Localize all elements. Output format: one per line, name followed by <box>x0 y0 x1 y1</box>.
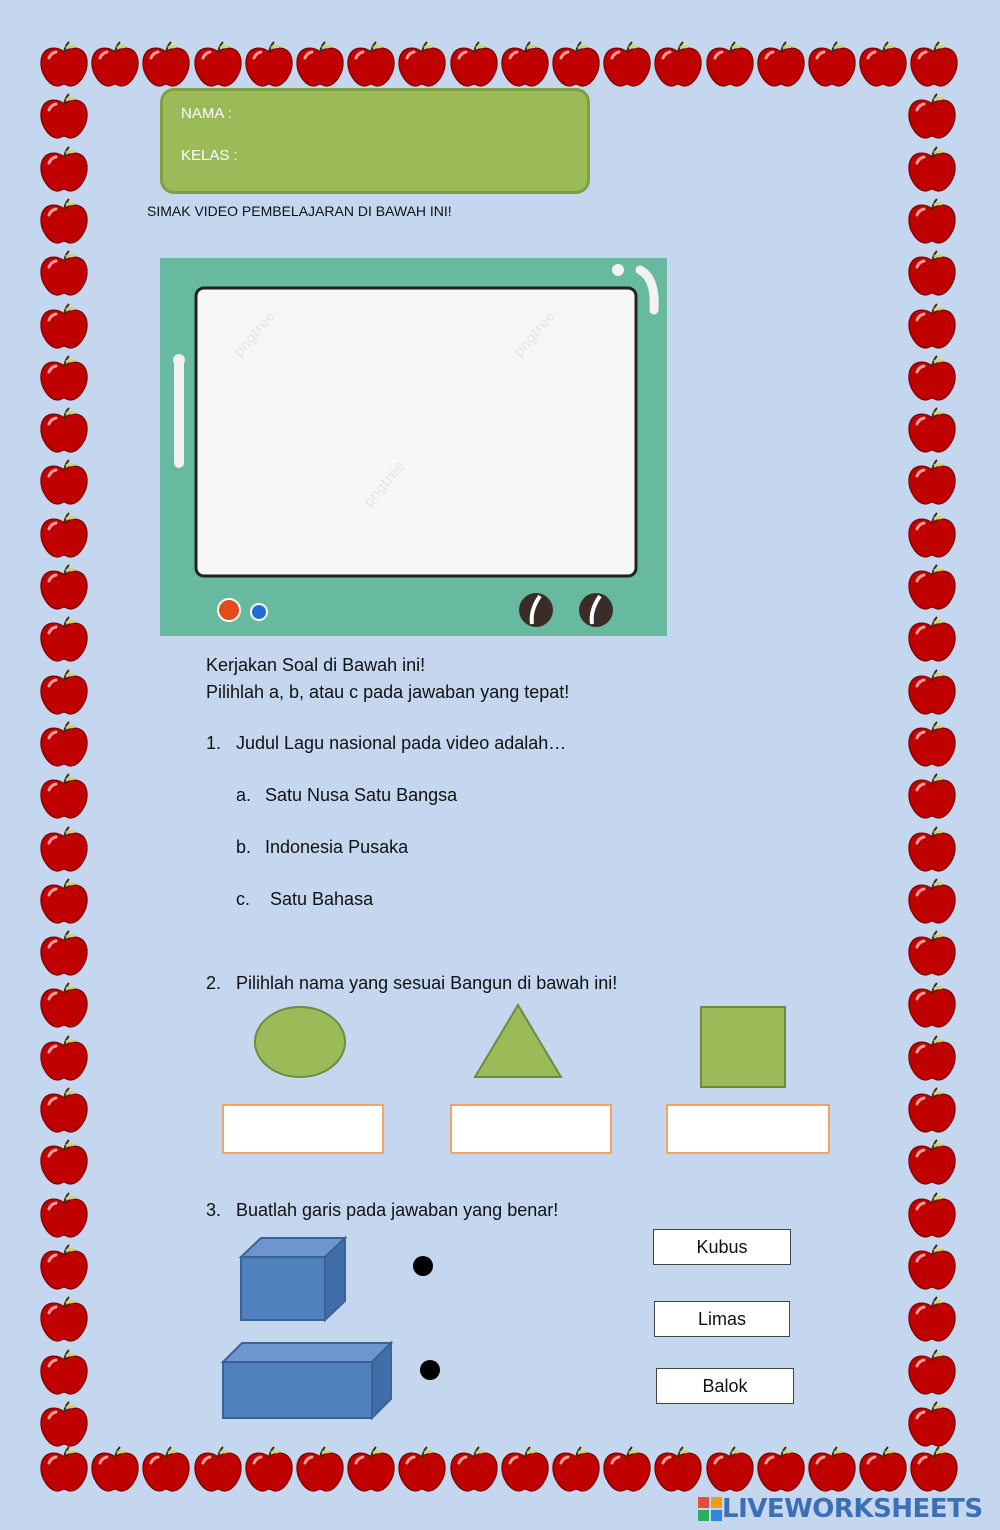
apple-icon <box>906 197 958 245</box>
apple-icon <box>38 145 90 193</box>
q1-option-b-letter: b. <box>236 837 252 857</box>
svg-text:pngtree: pngtree <box>230 308 279 361</box>
apple-icon <box>499 1445 551 1493</box>
apple-icon <box>38 1348 90 1396</box>
apple-icon <box>908 1445 960 1493</box>
apple-icon <box>704 40 756 88</box>
answer-input-ellipse[interactable] <box>222 1104 384 1154</box>
apple-icon <box>38 615 90 663</box>
video-instruction: SIMAK VIDEO PEMBELAJARAN DI BAWAH INI! <box>147 203 452 219</box>
apple-icon <box>906 1034 958 1082</box>
liveworksheets-logo-text: LIVEWORKSHEETS <box>722 1494 983 1524</box>
apple-icon <box>140 40 192 88</box>
apple-icon <box>906 1295 958 1343</box>
apple-icon <box>38 668 90 716</box>
apple-icon <box>38 1086 90 1134</box>
apple-icon <box>906 668 958 716</box>
apple-icon <box>38 40 90 88</box>
apple-icon <box>550 40 602 88</box>
q1-option-c[interactable]: Satu Bahasa <box>270 889 374 909</box>
apple-icon <box>906 145 958 193</box>
apple-icon <box>550 1445 602 1493</box>
apple-icon <box>38 825 90 873</box>
apple-icon <box>38 877 90 925</box>
square-icon <box>699 1005 787 1089</box>
apple-icon <box>906 825 958 873</box>
apple-icon <box>908 40 960 88</box>
name-class-box <box>160 88 590 194</box>
apple-icon <box>906 772 958 820</box>
apple-icon <box>906 720 958 768</box>
choice-balok[interactable]: Balok <box>656 1368 794 1404</box>
q2-number: 2. <box>206 973 222 993</box>
match-dot-cuboid[interactable] <box>420 1360 440 1380</box>
apple-icon <box>38 302 90 350</box>
q1-option-b[interactable]: Indonesia Pusaka <box>265 837 409 857</box>
apple-icon <box>906 1138 958 1186</box>
apple-icon <box>38 1445 90 1493</box>
apple-icon <box>38 1400 90 1448</box>
apple-icon <box>906 302 958 350</box>
q1-text: Judul Lagu nasional pada video adalah… <box>236 733 567 753</box>
apple-icon <box>38 354 90 402</box>
apple-icon <box>499 40 551 88</box>
apple-icon <box>38 92 90 140</box>
svg-text:pngtree: pngtree <box>510 308 559 361</box>
apple-icon <box>906 563 958 611</box>
apple-icon <box>906 92 958 140</box>
cuboid-icon <box>220 1340 395 1422</box>
answer-input-triangle[interactable] <box>450 1104 612 1154</box>
apple-icon <box>906 615 958 663</box>
apple-icon <box>192 40 244 88</box>
choice-kubus[interactable]: Kubus <box>653 1229 791 1265</box>
liveworksheets-logo <box>698 1492 983 1526</box>
apple-icon <box>140 1445 192 1493</box>
apple-icon <box>906 249 958 297</box>
apple-icon <box>448 40 500 88</box>
q2-text: Pilihlah nama yang sesuai Bangun di bawah ini! <box>236 973 618 993</box>
apple-icon <box>755 40 807 88</box>
apple-icon <box>89 40 141 88</box>
apple-icon <box>906 1243 958 1291</box>
apple-icon <box>906 929 958 977</box>
cube-icon <box>238 1235 348 1325</box>
apple-icon <box>38 772 90 820</box>
apple-icon <box>38 1295 90 1343</box>
apple-icon <box>806 40 858 88</box>
q1-option-a-letter: a. <box>236 785 252 805</box>
apple-icon <box>294 40 346 88</box>
apple-icon <box>345 40 397 88</box>
apple-icon <box>652 40 704 88</box>
q1-number: 1. <box>206 733 222 753</box>
apple-icon <box>38 458 90 506</box>
q3-text: Buatlah garis pada jawaban yang benar! <box>236 1200 559 1220</box>
q3-number: 3. <box>206 1200 222 1220</box>
apple-icon <box>601 1445 653 1493</box>
apple-icon <box>806 1445 858 1493</box>
instruction-line-2: Pilihlah a, b, atau c pada jawaban yang tepat! <box>206 682 570 702</box>
apple-icon <box>192 1445 244 1493</box>
video-tv-frame[interactable] <box>160 258 667 636</box>
apple-icon <box>906 511 958 559</box>
svg-text:pngtree: pngtree <box>360 458 409 511</box>
apple-icon <box>294 1445 346 1493</box>
apple-icon <box>448 1445 500 1493</box>
apple-icon <box>906 1400 958 1448</box>
apple-icon <box>38 563 90 611</box>
apple-icon <box>755 1445 807 1493</box>
apple-icon <box>601 40 653 88</box>
apple-icon <box>89 1445 141 1493</box>
apple-icon <box>906 981 958 1029</box>
instruction-line-1: Kerjakan Soal di Bawah ini! <box>206 655 426 675</box>
apple-icon <box>396 1445 448 1493</box>
apple-icon <box>857 1445 909 1493</box>
apple-icon <box>243 40 295 88</box>
apple-icon <box>38 1034 90 1082</box>
apple-icon <box>38 981 90 1029</box>
apple-icon <box>652 1445 704 1493</box>
nama-label: NAMA : <box>181 105 232 122</box>
apple-icon <box>38 720 90 768</box>
apple-icon <box>38 1243 90 1291</box>
ellipse-icon <box>252 1004 348 1080</box>
triangle-icon <box>472 1002 564 1080</box>
match-dot-cube[interactable] <box>413 1256 433 1276</box>
q1-option-a[interactable]: Satu Nusa Satu Bangsa <box>265 785 458 805</box>
apple-icon <box>906 1191 958 1239</box>
apple-icon <box>906 877 958 925</box>
apple-icon <box>38 197 90 245</box>
apple-icon <box>38 249 90 297</box>
apple-icon <box>38 1191 90 1239</box>
apple-icon <box>38 1138 90 1186</box>
apple-icon <box>857 40 909 88</box>
apple-icon <box>38 406 90 454</box>
apple-icon <box>906 354 958 402</box>
apple-icon <box>38 511 90 559</box>
apple-icon <box>243 1445 295 1493</box>
apple-icon <box>906 1086 958 1134</box>
live-badge-icon <box>698 1497 722 1521</box>
kelas-label: KELAS : <box>181 147 238 164</box>
apple-icon <box>906 458 958 506</box>
apple-icon <box>396 40 448 88</box>
answer-input-square[interactable] <box>666 1104 830 1154</box>
apple-icon <box>906 1348 958 1396</box>
apple-icon <box>704 1445 756 1493</box>
apple-icon <box>38 929 90 977</box>
choice-limas[interactable]: Limas <box>654 1301 790 1337</box>
q1-option-c-letter: c. <box>236 889 251 909</box>
apple-icon <box>345 1445 397 1493</box>
apple-icon <box>906 406 958 454</box>
